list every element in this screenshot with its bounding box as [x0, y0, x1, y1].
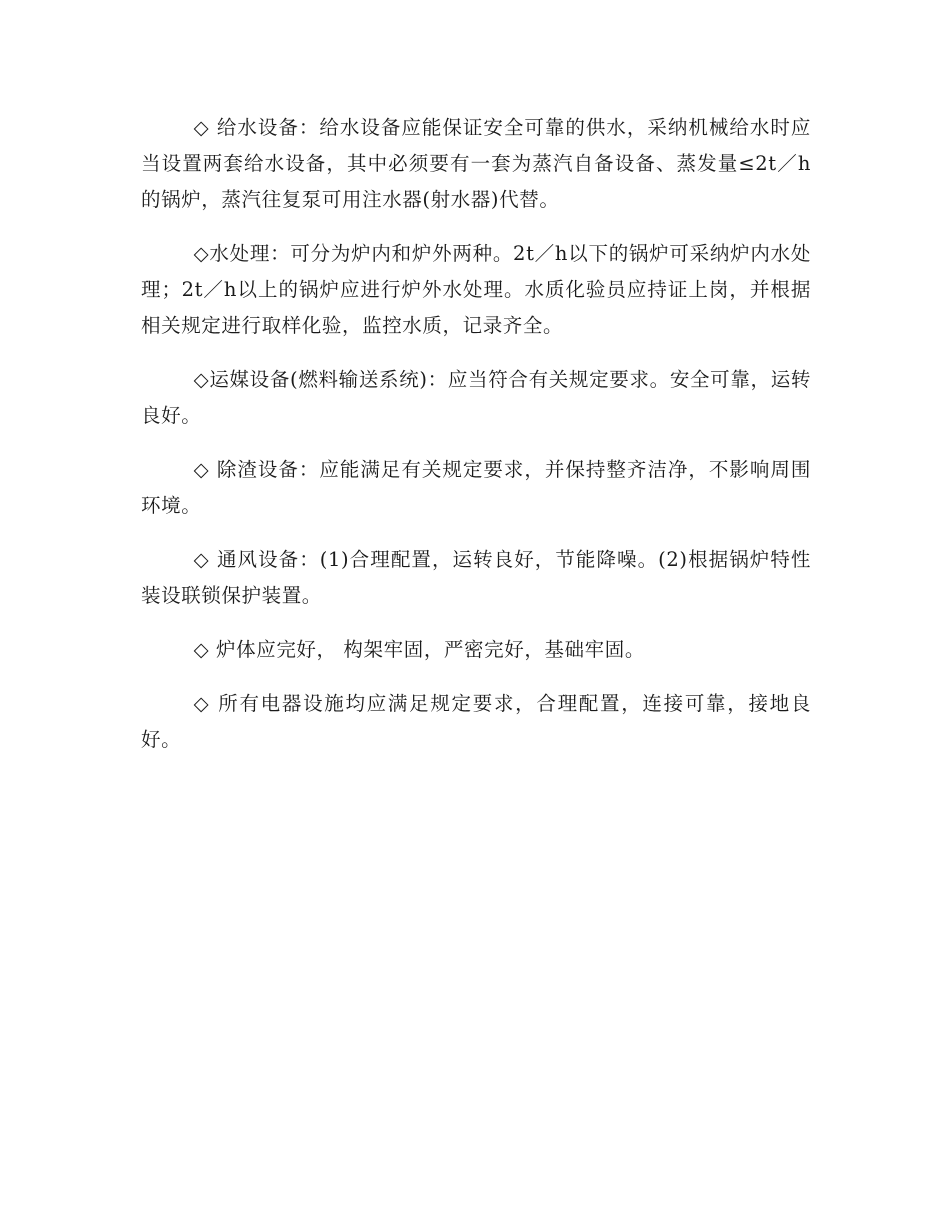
paragraph-furnace-body: ◇ 炉体应完好， 构架牢固，严密完好，基础牢固。: [193, 638, 645, 661]
paragraph-water-treatment: ◇水处理：可分为炉内和炉外两种。2t／h以下的锅炉可采纳炉内水处理；2t／h以上的锅炉应进行炉外水处理。水质化验员应持证上岗，并根据相关规定进行取样化验，监控水质，记录齐全。: [141, 242, 811, 337]
paragraph-electrical: ◇ 所有电器设施均应满足规定要求，合理配置，连接可靠，接地良好。: [141, 692, 811, 751]
paragraph-ventilation: ◇ 通风设备：(1)合理配置，运转良好，节能降噪。(2)根据锅炉特性装设联锁保护装置。: [141, 548, 811, 607]
paragraph-water-supply: ◇ 给水设备：给水设备应能保证安全可靠的供水，采纳机械给水时应当设置两套给水设备，其中必须要有一套为蒸汽自备设备、蒸发量≤2t／h的锅炉，蒸汽往复泵可用注水器(射水器)代替。: [141, 116, 811, 211]
paragraph-fuel-transport: ◇运媒设备(燃料输送系统)：应当符合有关规定要求。安全可靠，运转良好。: [141, 368, 811, 427]
document-body: [141, 110, 811, 776]
paragraph-slag-removal: ◇ 除渣设备：应能满足有关规定要求，并保持整齐洁净，不影响周围环境。: [141, 458, 811, 517]
